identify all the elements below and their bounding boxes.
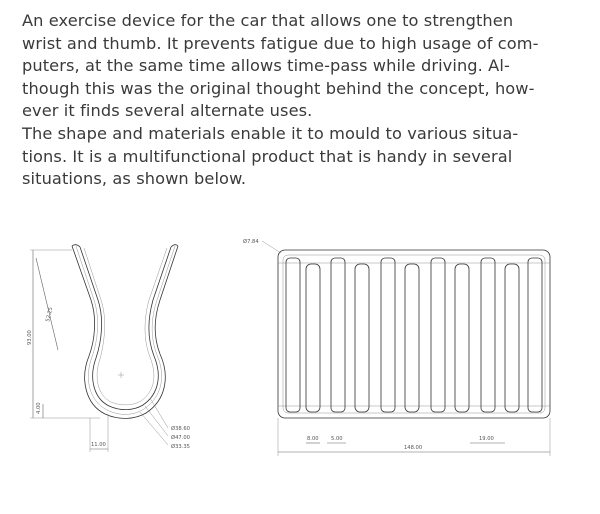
text-line: wrist and thumb. It prevents fatigue due to high usage of com-: [22, 33, 539, 53]
rib: [306, 264, 320, 412]
clip-mid-profile: [76, 246, 175, 414]
small-dim-text: 5.00: [331, 436, 343, 442]
front-view-drawing: [27, 245, 190, 452]
small-dim-text: 8.00: [307, 436, 319, 442]
text-line: though this was the original thought behind the concept, how-: [22, 78, 535, 98]
rib: [528, 258, 542, 412]
rib: [455, 264, 469, 412]
text-line: puters, at the same time allows time-pass while driving. Al-: [22, 56, 510, 76]
clip-inner-offset: [84, 248, 167, 405]
rib: [286, 258, 300, 412]
clip-tip-right: [171, 245, 178, 247]
diameter-callout: Ø47.00: [171, 435, 190, 441]
offset-dim-text: 11.00: [91, 442, 106, 448]
block-outer: [278, 250, 550, 418]
height-dim-text: 93.00: [27, 330, 33, 345]
text-line: situations, as shown below.: [22, 169, 247, 189]
rib: [431, 258, 445, 412]
diameter-callout: Ø38.60: [171, 426, 190, 432]
leader-line: [140, 412, 168, 445]
clip-inner-profile: [80, 247, 171, 410]
arm-dimension-line: [36, 258, 58, 350]
text-line: The shape and materials enable it to mould to various situa-: [22, 124, 519, 143]
clip-outer-profile: [72, 246, 178, 418]
diameter-callout: Ø7.84: [243, 239, 259, 245]
pitch-dim-text: 19.00: [479, 436, 494, 442]
side-view-drawing: [243, 238, 550, 456]
base-dim-text: 4.00: [36, 402, 42, 414]
diameter-callout: Ø33.35: [171, 444, 190, 450]
width-dim-text: 148.00: [404, 445, 423, 451]
rib: [355, 264, 369, 412]
rib: [381, 258, 395, 412]
text-line: ever it finds several alternate uses.: [22, 101, 313, 121]
text-line: An exercise device for the car that allows one to strengthen: [22, 11, 514, 30]
leader-line: [150, 398, 168, 428]
rib: [481, 258, 495, 412]
block-inner: [283, 255, 545, 413]
arm-dim-text: 52.25: [45, 306, 55, 323]
rib-group: [286, 258, 542, 412]
rib: [405, 264, 419, 412]
leader-line: [262, 241, 281, 253]
text-line: tions. It is a multifunctional product that is handy in several: [22, 146, 513, 166]
rib: [505, 264, 519, 412]
rib: [331, 258, 345, 412]
